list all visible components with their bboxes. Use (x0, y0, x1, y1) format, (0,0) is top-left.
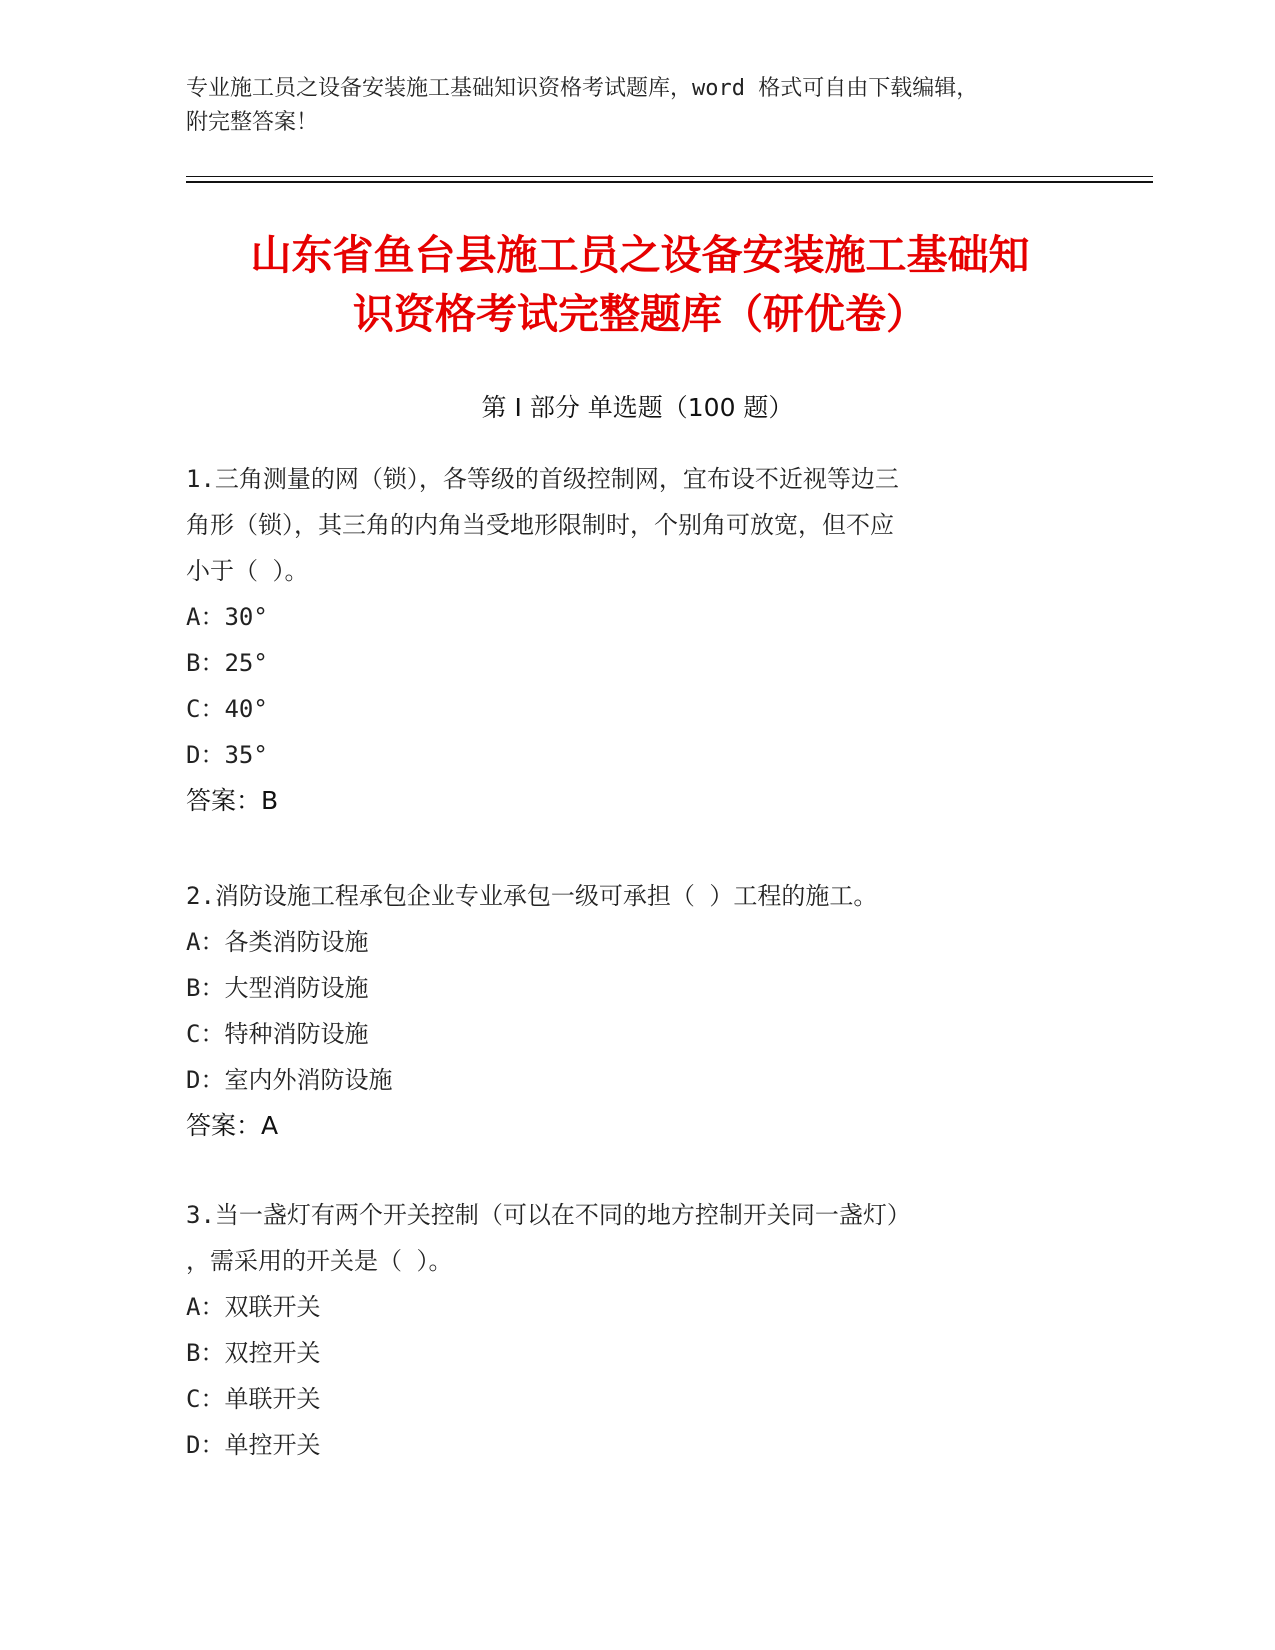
option-a: A：双联开关 (186, 1293, 321, 1321)
option-c: C：特种消防设施 (186, 1020, 369, 1048)
header-note-line-2: 附完整答案！ (186, 110, 319, 135)
document-title (120, 226, 1160, 344)
option-a: A：30° (186, 603, 268, 631)
section-heading: 第 I 部分 单选题（100 题） (481, 393, 794, 422)
question-stem-line: 3.当一盏灯有两个开关控制（可以在不同的地方控制开关同一盏灯） (186, 1201, 911, 1229)
option-b: B：双控开关 (186, 1339, 321, 1367)
option-b: B：25° (186, 649, 268, 677)
question-stem-line: ，需采用的开关是（ ）。 (186, 1247, 453, 1275)
option-b: B：大型消防设施 (186, 974, 369, 1002)
question-stem-line: 1.三角测量的网（锁），各等级的首级控制网，宜布设不近视等边三 (186, 465, 899, 493)
question-stem-line: 小于（ ）。 (186, 557, 309, 585)
option-c: C：40° (186, 695, 268, 723)
question-stem-line: 角形（锁），其三角的内角当受地形限制时，个别角可放宽，但不应 (186, 511, 894, 539)
option-d: D：单控开关 (186, 1431, 321, 1459)
option-a: A：各类消防设施 (186, 928, 369, 956)
header-note-line-1: 专业施工员之设备安装施工基础知识资格考试题库，word 格式可自由下载编辑， (186, 76, 979, 101)
question-1 (186, 456, 1086, 824)
title-line-1: 山东省鱼台县施工员之设备安装施工基础知 (250, 231, 1030, 279)
answer-label: 答案：A (186, 1111, 279, 1140)
title-line-2: 识资格考试完整题库（研优卷） (353, 290, 927, 338)
option-d: D：室内外消防设施 (186, 1066, 393, 1094)
header-divider-thin (186, 176, 1153, 177)
answer-label: 答案：B (186, 786, 279, 815)
question-2 (186, 873, 1086, 1149)
question-3 (186, 1192, 1086, 1468)
header-divider-thick (186, 181, 1153, 183)
option-d: D：35° (186, 741, 268, 769)
option-c: C：单联开关 (186, 1385, 321, 1413)
header-note (186, 72, 1066, 140)
question-stem-line: 2.消防设施工程承包企业专业承包一级可承担（ ）工程的施工。 (186, 882, 878, 910)
